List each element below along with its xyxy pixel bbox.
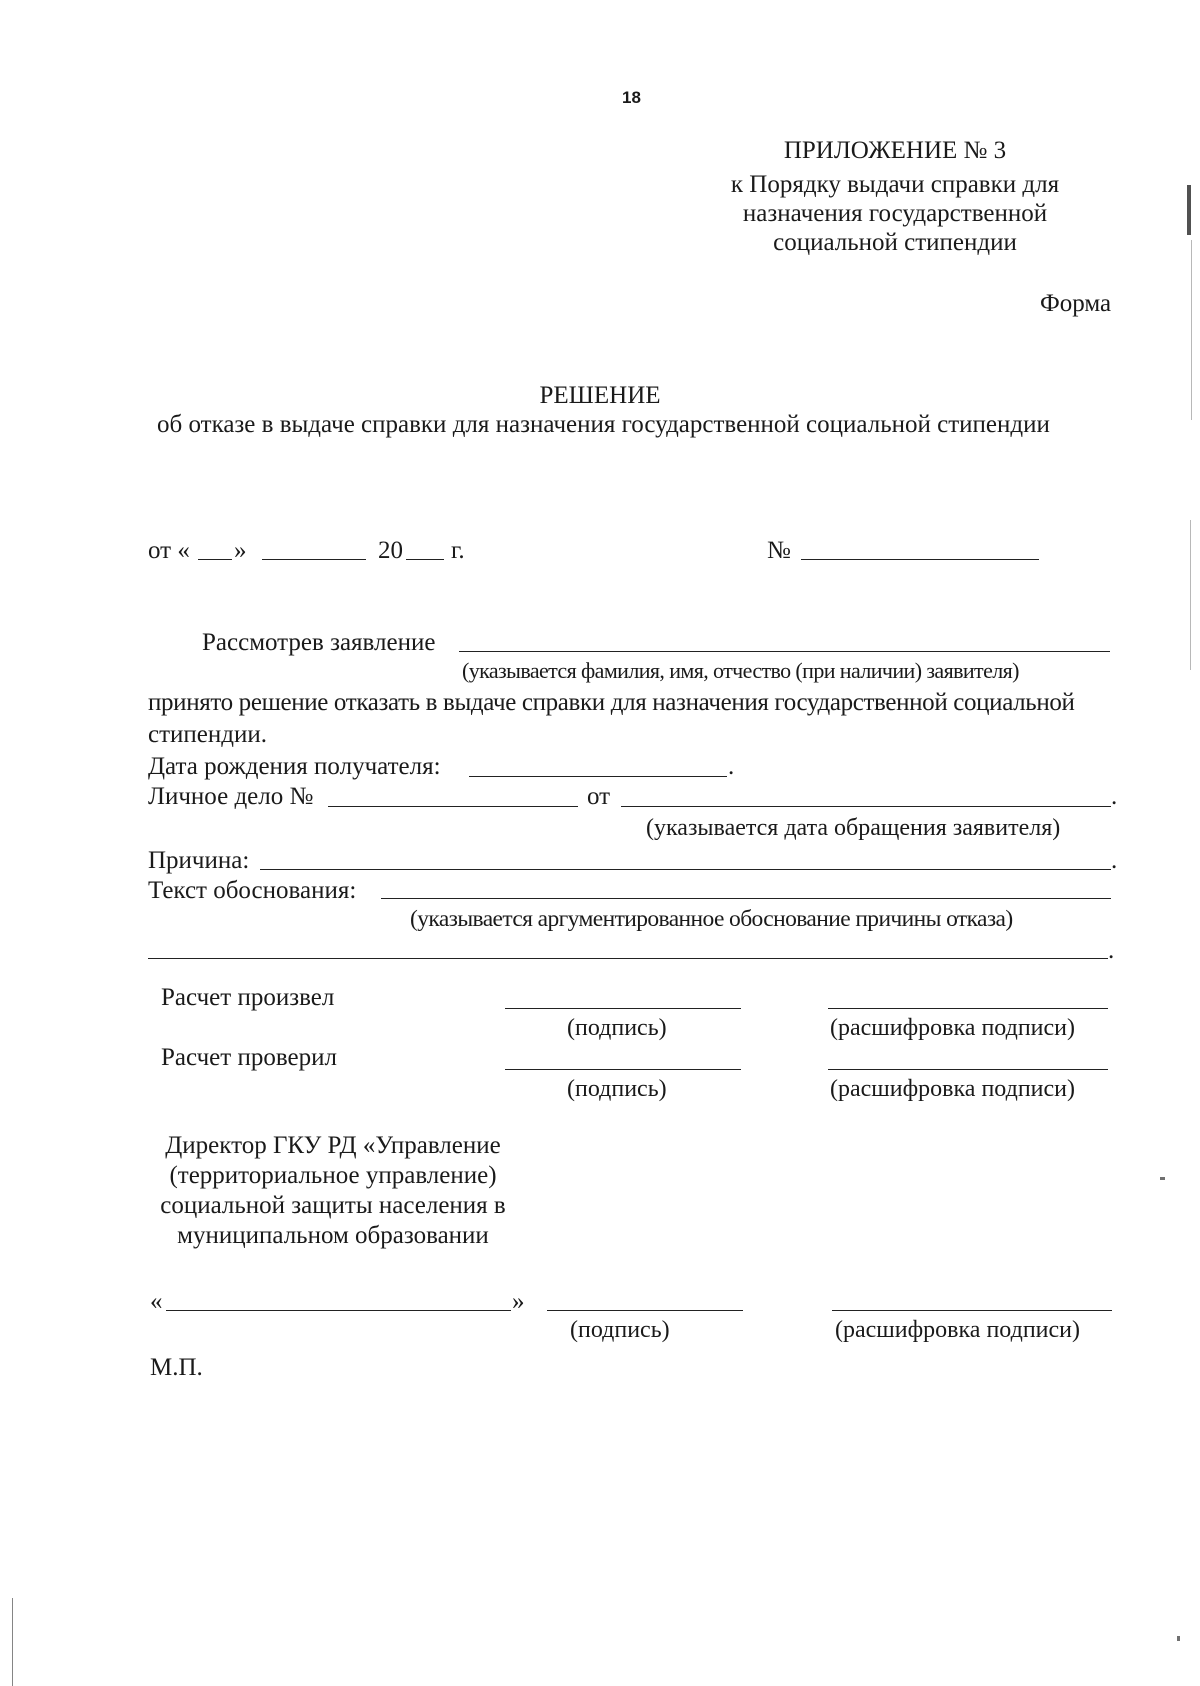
applicant-name-line[interactable] [459,651,1110,652]
director-signature-caption: (подпись) [570,1317,670,1343]
personal-file-from-label: от [587,783,611,810]
decision-line-2: стипендии. [148,721,267,748]
calculated-by-decryption-line[interactable] [828,1008,1108,1009]
request-date-line[interactable] [621,806,1111,807]
appendix-line-3: социальной стипендии [773,229,1017,256]
day-field-line[interactable] [198,559,232,560]
justification-caption: (указывается аргументированное обоснование причины отказа) [410,906,1013,932]
scan-left-edge-line [12,1598,13,1686]
birth-date-line[interactable] [469,776,727,777]
director-decryption-caption: (расшифровка подписи) [835,1317,1080,1343]
justification-line-2[interactable] [148,958,1108,959]
scan-dot [1160,1177,1165,1180]
municipality-quote-close: » [512,1288,525,1315]
number-label: № [767,537,791,564]
date-from-prefix: от « [148,537,190,564]
date-quote-close: » [234,537,247,564]
scan-dot-2 [1177,1636,1180,1641]
calculated-by-label: Расчет произвел [161,984,335,1011]
justification-line[interactable] [381,898,1111,899]
calculated-by-signature-line[interactable] [505,1008,741,1009]
personal-file-label: Личное дело № [148,783,314,810]
birth-date-label: Дата рождения получателя: [148,753,441,780]
checked-by-signature-line[interactable] [505,1069,741,1070]
birth-date-period: . [728,753,735,780]
reason-period: . [1111,847,1118,874]
scan-edge-line-2 [1190,520,1191,670]
number-field-line[interactable] [801,559,1039,560]
considered-label: Рассмотрев заявление [202,629,436,656]
checked-by-label: Расчет проверил [161,1044,337,1071]
director-line-4: муниципальном образовании [177,1222,489,1249]
checked-by-decryption-caption: (расшифровка подписи) [830,1076,1075,1102]
director-line-3: социальной защиты населения в [160,1192,506,1219]
municipality-name-line[interactable] [166,1310,511,1311]
decision-line-1: принято решение отказать в выдаче справки для назначения государственной социальной [148,689,1075,716]
calculated-by-signature-caption: (подпись) [567,1015,667,1041]
document-title: РЕШЕНИЕ [539,382,661,409]
month-field-line[interactable] [262,559,366,560]
checked-by-signature-caption: (подпись) [567,1076,667,1102]
justification-label: Текст обоснования: [148,877,357,904]
director-line-1: Директор ГКУ РД «Управление [165,1132,501,1159]
page-number: 18 [622,88,641,107]
director-signature-line[interactable] [547,1310,743,1311]
checked-by-decryption-line[interactable] [828,1069,1108,1070]
calculated-by-decryption-caption: (расшифровка подписи) [830,1015,1075,1041]
director-decryption-line[interactable] [832,1310,1112,1311]
stamp-label: М.П. [150,1354,203,1381]
scan-edge-mark [1187,185,1191,235]
appendix-line-1: к Порядку выдачи справки для [730,171,1060,198]
request-date-period: . [1111,783,1118,810]
appendix-line-2: назначения государственной [742,200,1048,227]
reason-label: Причина: [148,847,250,874]
year-prefix: 20 [378,537,403,564]
director-line-2: (территориальное управление) [169,1162,497,1189]
appendix-title: ПРИЛОЖЕНИЕ № 3 [783,137,1007,164]
year-field-line[interactable] [406,559,444,560]
year-suffix: г. [451,537,465,564]
municipality-quote-open: « [150,1288,163,1315]
applicant-caption: (указывается фамилия, имя, отчество (при наличии) заявителя) [462,658,1019,683]
scan-edge-line [1191,240,1192,420]
justification-period: . [1108,937,1115,964]
document-subtitle: об отказе в выдаче справки для назначения государственной социальной стипендии [157,411,1050,438]
form-label: Форма [1040,290,1112,317]
reason-line[interactable] [260,869,1111,870]
personal-file-number-line[interactable] [328,806,578,807]
request-date-caption: (указывается дата обращения заявителя) [646,815,1061,841]
